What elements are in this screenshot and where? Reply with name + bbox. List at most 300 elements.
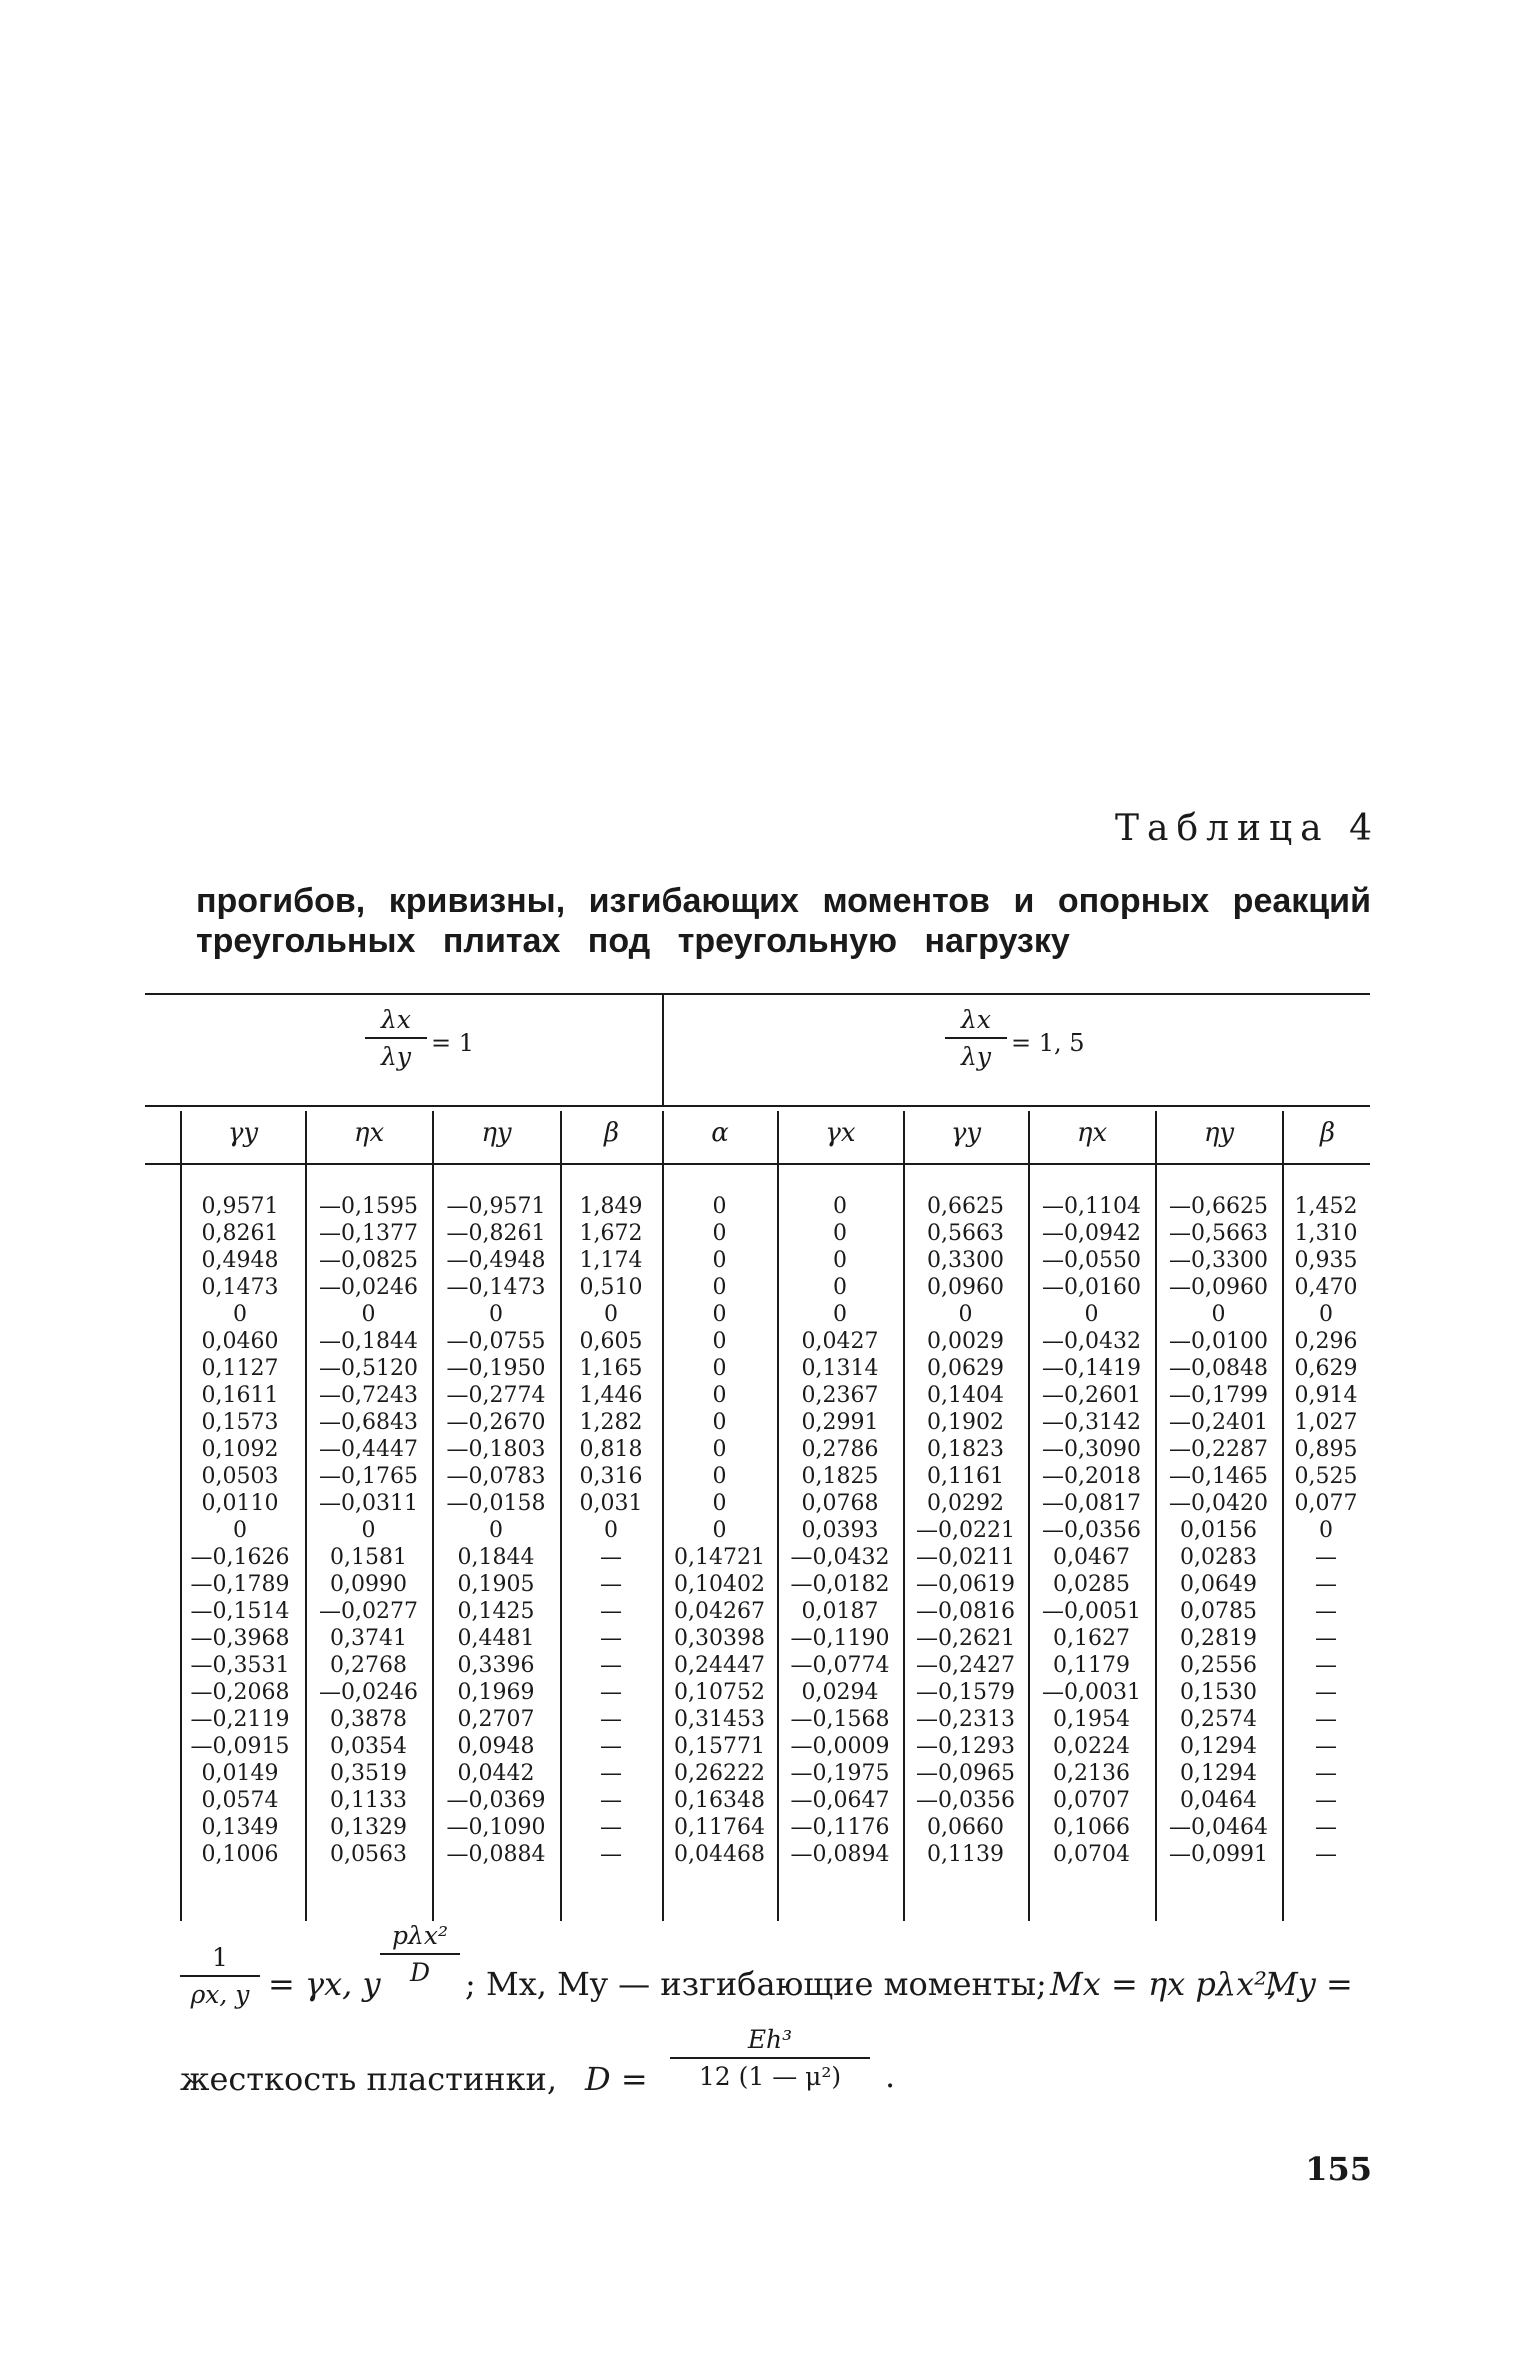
table-cell: 0 [833,1221,847,1246]
table-cell: —0,0884 [446,1842,546,1867]
ratio-fraction [945,1005,1007,1071]
table-cell: —0,0356 [1042,1518,1141,1543]
table-cell: —0,1190 [790,1626,890,1651]
table-cell: 0,1066 [1053,1815,1130,1840]
table-cell: —0,1419 [1042,1356,1141,1381]
table-cell: 1,672 [579,1221,643,1246]
table-cell: 0,1905 [457,1572,535,1597]
fraction-numerator: Eh³ [747,2025,793,2054]
table-cell: 0,3878 [330,1707,407,1732]
table-cell: 0,1161 [927,1464,1004,1489]
table-title-line-1: прогибов, кривизны, изгибающих моментов и опорных реакций [196,882,1371,920]
table-cell: 0,0427 [801,1329,879,1354]
stiffness-fraction [670,2025,870,2091]
table-cell: —0,0158 [446,1491,546,1516]
table-cell: —0,0817 [1042,1491,1141,1516]
table-cell: —0,1975 [790,1761,890,1786]
table-cell: —0,0160 [1042,1275,1141,1300]
ratio-denominator: λy [961,1042,991,1071]
table-cell: 0,0187 [801,1599,879,1624]
table-cell: 0,1844 [457,1545,535,1570]
column-header: ηx [1076,1118,1108,1148]
table-cell: 1,174 [579,1248,643,1273]
table-cell: 0,0292 [927,1491,1004,1516]
fraction-bar [365,1037,427,1039]
table-cell: 0,1473 [201,1275,279,1300]
gamma-expression: = γx, y [268,1965,381,2003]
table-column [662,1193,777,1868]
table-cell: 0,0294 [801,1680,879,1705]
table-cell: 0,1823 [927,1437,1004,1462]
table-cell: —0,1465 [1169,1464,1268,1489]
table-cell: 0,30398 [674,1626,765,1651]
table-cell: 0,316 [579,1464,643,1489]
table-cell: 0,1581 [330,1545,407,1570]
table-cell: —0,0009 [790,1734,890,1759]
table-cell: 0 [712,1221,727,1246]
table-cell: 0 [604,1302,618,1327]
table-cell: 0,4481 [457,1626,535,1651]
table-cell: —0,1090 [446,1815,546,1840]
table-cell: 0 [1211,1302,1226,1327]
table-cell: 0,2707 [457,1707,535,1732]
table-cell: — [600,1788,622,1813]
table-cell: — [600,1626,622,1651]
table-cell: 0,914 [1294,1383,1358,1408]
table-cell: 0,0224 [1053,1734,1130,1759]
table-cell: —0,6843 [319,1410,418,1435]
table-cell: 0,895 [1294,1437,1358,1462]
stiffness-text: жесткость пластинки, [180,2060,557,2098]
table-cell: —0,0432 [790,1545,890,1570]
table-cell: —0,0211 [916,1545,1015,1570]
fraction-bar [380,1953,460,1955]
table-cell: —0,0100 [1169,1329,1268,1354]
table-cell: —0,3300 [1169,1248,1268,1273]
column-header: β [1319,1118,1336,1148]
formula-end: . [885,2057,896,2095]
table-cell: 0 [604,1518,618,1543]
table-cell: 0,0285 [1053,1572,1130,1597]
fraction-numerator: pλx² [392,1921,448,1950]
fraction-denominator: D [409,1958,431,1987]
table-cell: —0,2774 [446,1383,546,1408]
load-fraction [380,1921,460,1987]
table-cell: 0,14721 [674,1545,765,1570]
mx-expression: Mx = ηx pλx², [1050,1965,1278,2003]
table-cell: 0,15771 [674,1734,765,1759]
table-cell: —0,0031 [1042,1680,1141,1705]
table-cell: 0,510 [579,1275,643,1300]
table-cell: 0,2574 [1180,1707,1257,1732]
table-cell: —0,1626 [190,1545,290,1570]
table-cell: 0 [1319,1518,1333,1543]
table-cell: — [1315,1842,1337,1867]
table-cell: —0,2287 [1169,1437,1268,1462]
table-cell: — [600,1680,622,1705]
table-cell: —0,0051 [1042,1599,1141,1624]
table-cell: —0,0464 [1169,1815,1268,1840]
ratio-numerator: λx [961,1005,991,1034]
table-cell: 0 [958,1302,973,1327]
table-cell: 0,0660 [927,1815,1004,1840]
table-cell: —0,0277 [319,1599,418,1624]
table-cell: —0,0816 [916,1599,1015,1624]
table-cell: 0,0283 [1180,1545,1257,1570]
table-cell: 0 [712,1194,727,1219]
table-cell: —0,0550 [1042,1248,1141,1273]
table-column [903,1193,1028,1868]
ratio-fraction [365,1005,427,1071]
column-header: γy [227,1118,259,1148]
fraction-denominator: ρx, y [190,1980,250,2009]
table-cell: 0,0029 [927,1329,1004,1354]
table-cell: —0,0369 [446,1788,546,1813]
table-cell: —0,1514 [190,1599,290,1624]
table-cell: 0 [233,1302,247,1327]
page-number: 155 [1305,2150,1372,2188]
fraction-denominator: 12 (1 — μ²) [698,2062,842,2091]
table-cell: —0,9571 [446,1194,546,1219]
table-cell: —0,1104 [1042,1194,1141,1219]
table-cell: 0,0464 [1180,1788,1257,1813]
table-top-rule [145,993,1370,995]
data-table [145,993,1370,1918]
table-cell: —0,5663 [1169,1221,1268,1246]
table-cell: —0,1568 [790,1707,890,1732]
table-cell: —0,0221 [916,1518,1015,1543]
table-cell: 0,31453 [674,1707,765,1732]
table-cell: 1,849 [579,1194,643,1219]
table-cell: 0,2768 [330,1653,407,1678]
table-cell: —0,1176 [790,1815,890,1840]
table-cell: —0,3090 [1042,1437,1141,1462]
table-cell: 0,1573 [201,1410,279,1435]
group-header-rule [145,1105,1370,1107]
table-cell: 0 [712,1356,727,1381]
table-cell: 0,1294 [1180,1734,1257,1759]
table-cell: — [600,1572,622,1597]
table-cell: 0,1329 [330,1815,407,1840]
table-cell: 0,077 [1294,1491,1358,1516]
table-cell: —0,4948 [446,1248,546,1273]
table-cell: 0 [712,1518,727,1543]
table-cell: —0,1293 [916,1734,1015,1759]
table-cell: 0 [1319,1302,1333,1327]
table-cell: —0,1803 [446,1437,546,1462]
table-cell: —0,1950 [446,1356,546,1381]
table-cell: 0,26222 [674,1761,765,1786]
table-cell: —0,0619 [916,1572,1015,1597]
table-cell: 0 [833,1302,847,1327]
table-cell: 1,165 [579,1356,643,1381]
table-cell: 0,3519 [330,1761,407,1786]
table-cell: — [600,1815,622,1840]
table-cell: —0,6625 [1169,1194,1268,1219]
group-header-ratio-1 [365,1005,565,1101]
table-cell: 0,1294 [1180,1761,1257,1786]
table-cell: —0,2601 [1042,1383,1141,1408]
table-cell: 0,0442 [457,1761,535,1786]
table-cell: 0,5663 [927,1221,1004,1246]
table-cell: —0,3142 [1042,1410,1141,1435]
table-cell: —0,0942 [1042,1221,1141,1246]
table-cell: — [600,1734,622,1759]
table-cell: — [1315,1545,1337,1570]
table-cell: 0,0768 [801,1491,879,1516]
table-cell: — [1315,1761,1337,1786]
table-cell: 0 [833,1248,847,1273]
table-cell: 0,605 [579,1329,643,1354]
table-cell: 1,282 [579,1410,643,1435]
curvature-fraction [180,1943,260,2009]
table-cell: —0,2018 [1042,1464,1141,1489]
table-cell: — [600,1653,622,1678]
table-cell: — [1315,1626,1337,1651]
table-cell: —0,1579 [916,1680,1015,1705]
table-cell: 0 [712,1464,727,1489]
table-cell: — [600,1545,622,1570]
column-header-rule [145,1163,1370,1165]
table-cell: 0,2367 [801,1383,879,1408]
ratio-numerator: λx [381,1005,411,1034]
table-cell: 1,452 [1294,1194,1358,1219]
group-divider [662,993,664,1105]
table-cell: 0 [833,1275,847,1300]
table-cell: 0 [489,1302,503,1327]
table-cell: 0,1006 [201,1842,279,1867]
table-cell: 0,2136 [1053,1761,1130,1786]
table-cell: — [1315,1680,1337,1705]
table-cell: —0,1473 [446,1275,546,1300]
table-cell: 0 [712,1248,727,1273]
ratio-value: = 1 [431,1029,475,1057]
table-cell: 0,1133 [330,1788,407,1813]
fraction-numerator: 1 [212,1943,228,1972]
table-cell: 0,04267 [674,1599,765,1624]
table-cell: —0,0774 [790,1653,890,1678]
table-cell: — [600,1761,622,1786]
column-header: γx [825,1118,856,1148]
table-cell: 0,0393 [801,1518,879,1543]
table-column [1282,1193,1370,1868]
table-cell: —0,1595 [319,1194,418,1219]
table-cell: — [1315,1815,1337,1840]
column-header: ηy [481,1118,512,1148]
table-column [1155,1193,1282,1868]
table-cell: 0,1954 [1053,1707,1130,1732]
table-cell: 0 [712,1437,727,1462]
table-cell: — [1315,1653,1337,1678]
table-cell: 1,027 [1294,1410,1358,1435]
table-cell: 0,0503 [201,1464,279,1489]
table-cell: 0,2556 [1180,1653,1257,1678]
table-cell: —0,3531 [190,1653,290,1678]
table-cell: 0,470 [1294,1275,1358,1300]
table-column [1028,1193,1155,1868]
table-cell: 0 [712,1491,727,1516]
table-cell: 0 [361,1518,376,1543]
fraction-bar [670,2057,870,2059]
table-cell: —0,0356 [916,1788,1015,1813]
table-cell: —0,0783 [446,1464,546,1489]
table-cell: 0,0149 [201,1761,279,1786]
table-cell: 0 [489,1518,503,1543]
table-cell: 0,1825 [801,1464,879,1489]
d-expression: D = [585,2060,648,2098]
table-cell: 0,935 [1294,1248,1358,1273]
table-cell: 0,1179 [1053,1653,1130,1678]
table-cell: 0,2991 [801,1410,879,1435]
table-cell: 0,0156 [1180,1518,1257,1543]
table-cell: —0,0894 [790,1842,890,1867]
column-header: β [603,1118,620,1148]
table-cell: 0,8261 [201,1221,279,1246]
table-cell: 0,11764 [674,1815,765,1840]
table-cell: 0,0704 [1053,1842,1130,1867]
moments-text: ; Mx, My — изгибающие моменты; [465,1965,1047,2003]
ratio-value: = 1, 5 [1011,1029,1085,1057]
table-cell: —0,0960 [1169,1275,1268,1300]
table-cell: 0,2819 [1180,1626,1257,1651]
table-cell: 0,0960 [927,1275,1004,1300]
table-label: Таблица 4 [1115,808,1380,849]
table-cell: 0,0707 [1053,1788,1130,1813]
table-cell: —0,0965 [916,1761,1015,1786]
table-cell: 0,1139 [927,1842,1004,1867]
table-cell: —0,1844 [319,1329,418,1354]
table-cell: 0,10752 [674,1680,765,1705]
table-cell: 0,1530 [1180,1680,1257,1705]
table-cell: 0,1092 [201,1437,279,1462]
table-cell: —0,1789 [190,1572,290,1597]
table-cell: — [1315,1707,1337,1732]
table-cell: 0,10402 [674,1572,765,1597]
table-cell: —0,2621 [916,1626,1015,1651]
table-cell: 0,296 [1294,1329,1358,1354]
table-cell: —0,1377 [319,1221,418,1246]
table-cell: 0,2786 [801,1437,879,1462]
table-cell: 0 [833,1194,847,1219]
table-cell: 1,446 [579,1383,643,1408]
table-cell: 0 [712,1329,727,1354]
table-cell: 0,4948 [201,1248,279,1273]
table-column [777,1193,903,1868]
table-title-line-2: треугольных плитах под треугольную нагрузку [196,922,1070,960]
table-cell: 0 [712,1410,727,1435]
table-cell: —0,8261 [446,1221,546,1246]
table-cell: 0 [361,1302,376,1327]
column-header: γy [950,1118,982,1148]
table-cell: 0,04468 [674,1842,765,1867]
table-cell: —0,2313 [916,1707,1015,1732]
table-cell: 0,1969 [457,1680,535,1705]
table-cell: 0,1611 [201,1383,279,1408]
my-expression: My = [1265,1965,1353,2003]
table-cell: 0,0990 [330,1572,407,1597]
table-cell: 0,1349 [201,1815,279,1840]
ratio-denominator: λy [381,1042,411,1071]
table-cell: 0 [712,1302,727,1327]
table-cell: — [1315,1788,1337,1813]
table-cell: 0,1902 [927,1410,1004,1435]
table-cell: —0,0991 [1169,1842,1268,1867]
formula-block [180,1915,1380,2135]
column-header: α [711,1118,729,1148]
table-cell: —0,7243 [319,1383,418,1408]
table-cell: —0,0182 [790,1572,890,1597]
table-cell: 0,1127 [201,1356,279,1381]
table-cell: — [600,1599,622,1624]
table-cell: — [1315,1734,1337,1759]
table-column [305,1193,432,1868]
table-cell: 0,9571 [201,1194,279,1219]
table-cell: 0 [1084,1302,1099,1327]
table-cell: —0,2427 [916,1653,1015,1678]
table-cell: 0,3300 [927,1248,1004,1273]
table-column [560,1193,662,1868]
column-header: ηx [353,1118,385,1148]
table-cell: —0,2670 [446,1410,546,1435]
table-cell: 0,818 [579,1437,643,1462]
table-cell: — [600,1707,622,1732]
table-cell: —0,0432 [1042,1329,1141,1354]
table-cell: —0,0848 [1169,1356,1268,1381]
table-cell: 0,1404 [927,1383,1004,1408]
table-cell: — [1315,1572,1337,1597]
table-cell: 0,6625 [927,1194,1004,1219]
table-cell: 0,525 [1294,1464,1358,1489]
table-cell: 0,1627 [1053,1626,1130,1651]
table-cell: 0,031 [579,1491,643,1516]
table-cell: —0,0647 [790,1788,890,1813]
table-cell: —0,5120 [319,1356,418,1381]
fraction-bar [180,1975,260,1977]
group-header-ratio-2 [945,1005,1165,1101]
table-cell: 0,629 [1294,1356,1358,1381]
table-cell: —0,3968 [190,1626,290,1651]
table-cell: 0,3396 [457,1653,535,1678]
table-cell: —0,2068 [190,1680,290,1705]
table-cell: 0 [712,1383,727,1408]
table-cell: 0,0574 [201,1788,279,1813]
table-cell: 0,0110 [201,1491,279,1516]
table-cell: — [1315,1599,1337,1624]
table-cell: 1,310 [1294,1221,1358,1246]
fraction-bar [945,1037,1007,1039]
table-cell: —0,0311 [319,1491,418,1516]
table-cell: 0,0354 [330,1734,407,1759]
table-cell: —0,1765 [319,1464,418,1489]
table-cell: 0,1314 [801,1356,879,1381]
table-cell: —0,0246 [319,1275,418,1300]
table-cell: —0,0420 [1169,1491,1268,1516]
column-header: ηy [1203,1118,1235,1148]
table-cell: —0,1799 [1169,1383,1268,1408]
table-cell: 0,3741 [330,1626,407,1651]
table-cell: 0,0467 [1053,1545,1130,1570]
table-cell: 0,0948 [457,1734,535,1759]
table-cell: 0 [712,1275,727,1300]
table-cell: — [600,1842,622,1867]
table-column [175,1193,305,1868]
table-cell: —0,0246 [319,1680,418,1705]
table-cell: 0,0563 [330,1842,407,1867]
table-cell: 0,0460 [201,1329,279,1354]
table-cell: 0,24447 [674,1653,765,1678]
table-cell: —0,0755 [446,1329,546,1354]
table-cell: 0 [233,1518,247,1543]
